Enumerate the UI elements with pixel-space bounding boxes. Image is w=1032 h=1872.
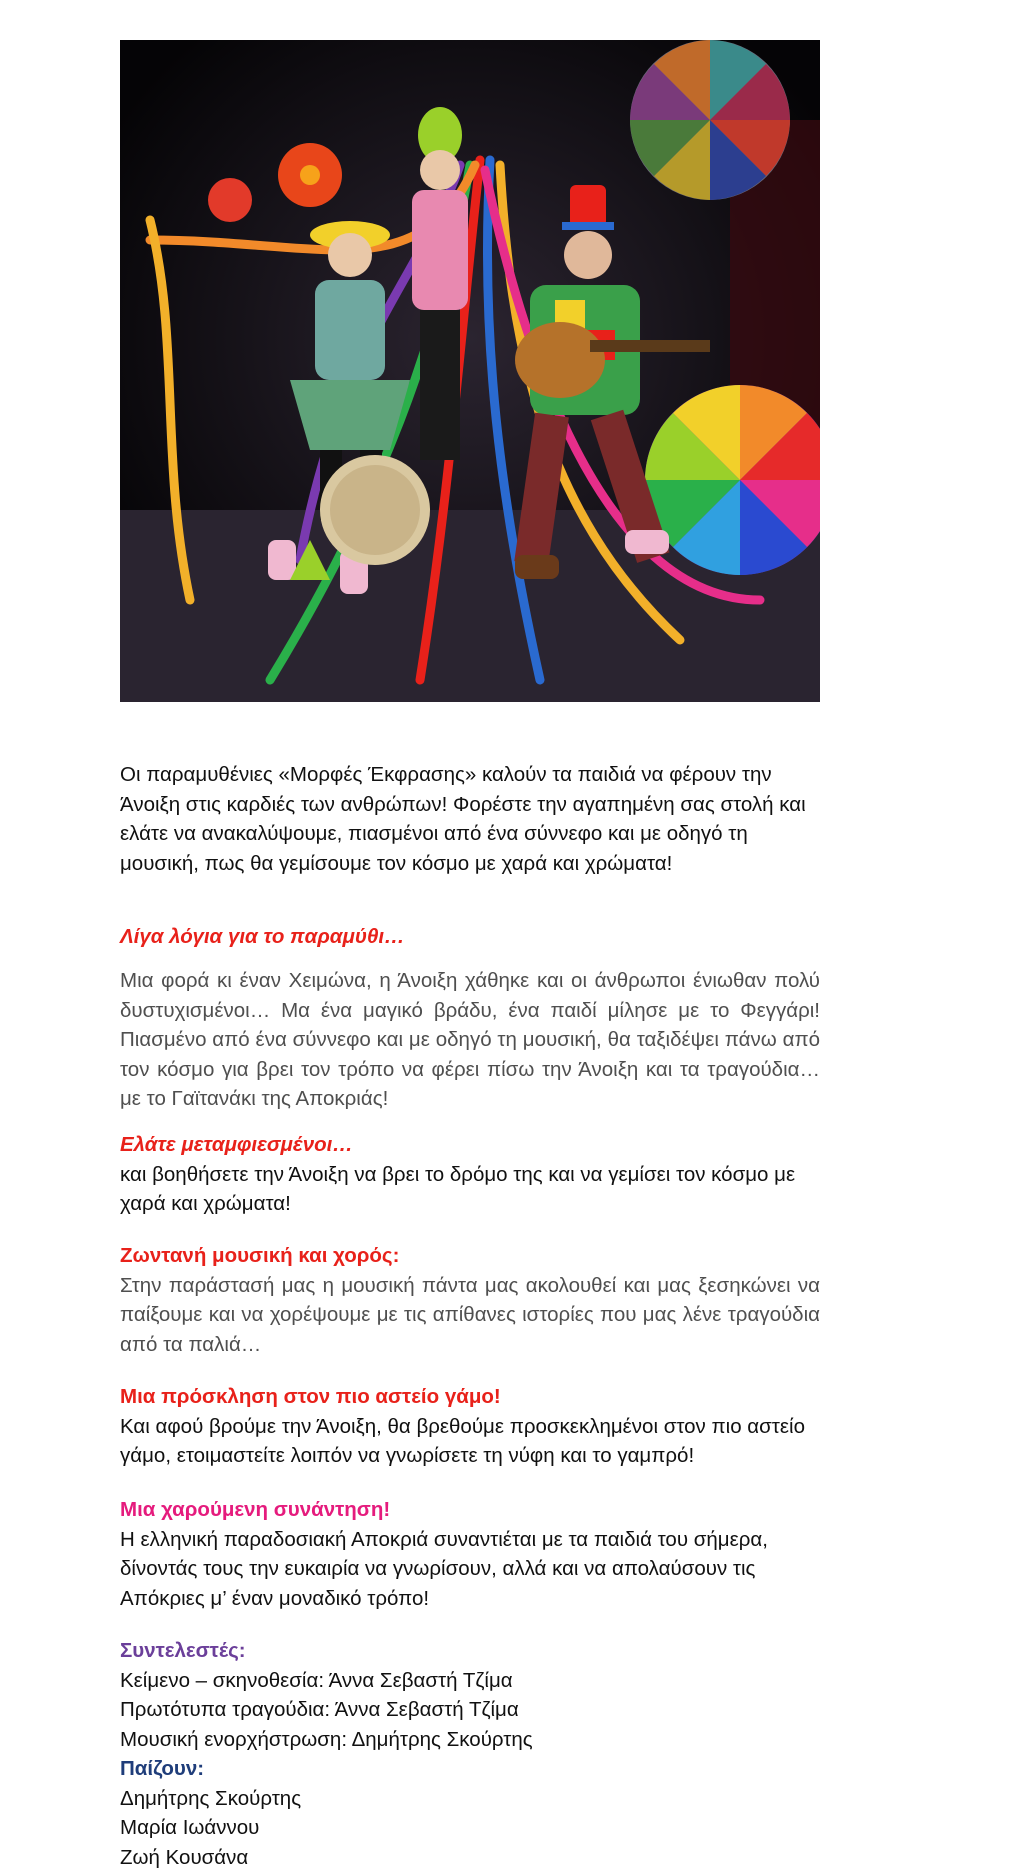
section-story-body (120, 966, 820, 1114)
section-body: Μια φορά κι έναν Χειμώνα, η Άνοιξη χάθηκε και οι άνθρωποι ένιωθαν πολύ δυστυχισμένοι… Μα ένα μαγικό βράδυ, ένα παιδί μίλησε με το Φεγγάρι! Πιασμένο από ένα σύννεφο και με οδηγό τη μουσική, θα ταξιδέψει πάνω από τον κόσμο για βρει τον τρόπο να φέρει πίσω την Άνοιξη και τα τραγούδια… με το Γαϊτανάκι της Αποκριάς! (120, 969, 820, 1110)
intro-text: Οι παραμυθένιες «Μορφές Έκφρασης» καλούν τα παιδιά να φέρουν την Άνοιξη στις καρδιές των ανθρώπων! Φορέστε την αγαπημένη σας στολή και ελάτε να ανακαλύψουμε, πιασμένοι από ένα σύννεφο και με οδηγό τη μουσική, πως θα γεμίσουμε τον κόσμο με χαρά και χρώματα! (120, 763, 806, 875)
credits-block (120, 1636, 820, 1872)
credit-line: Κείμενο – σκηνοθεσία: Άννα Σεβαστή Τζίμα (120, 1668, 513, 1692)
credit-line: Πρωτότυπα τραγούδια: Άννα Σεβαστή Τζίμα (120, 1698, 519, 1721)
section-music (120, 1241, 820, 1359)
section-body: Η ελληνική παραδοσιακή Αποκριά συναντιέται με τα παιδιά του σήμερα, δίνοντάς τους την ευκαιρία να γνωρίσουν, αλλά και να απολαύσουν τις Απόκριες μ’ έναν μοναδικό τρόπο! (120, 1527, 768, 1610)
section-story (120, 922, 820, 952)
section-body: Στην παράστασή μας η μουσική πάντα μας ακολουθεί και μας ξεσηκώνει να παίξουμε και να χορέψουμε με τις απίθανες ιστορίες που μας λένε τραγούδια από τα παλιά… (120, 1273, 820, 1356)
section-wedding (120, 1382, 820, 1471)
cast-member: Ζωή Κουσάνα (120, 1845, 249, 1869)
section-heading: Μια πρόσκληση στον πιο αστείο γάμο! (120, 1385, 501, 1408)
cast-heading: Παίζουν: (120, 1757, 205, 1780)
section-heading: Μια χαρούμενη συνάντηση! (120, 1498, 391, 1521)
section-costumes (120, 1130, 820, 1219)
theatre-photo (120, 40, 820, 702)
section-meeting (120, 1495, 820, 1613)
credit-line: Μουσική ενορχήστρωση: Δημήτρης Σκούρτης (120, 1727, 533, 1751)
section-heading: Λίγα λόγια για το παραμύθι… (120, 925, 405, 948)
section-heading: Ελάτε μεταμφιεσμένοι… (120, 1133, 353, 1156)
section-heading: Ζωντανή μουσική και χορός: (120, 1244, 400, 1267)
section-body: και βοηθήσετε την Άνοιξη να βρει το δρόμο της και να γεμίσει τον κόσμο με χαρά και χρώματα! (120, 1162, 796, 1215)
credits-heading: Συντελεστές: (120, 1639, 246, 1662)
theatre-photo-illustration (120, 40, 820, 702)
cast-member: Μαρία Ιωάννου (120, 1816, 260, 1839)
section-body: Και αφού βρούμε την Άνοιξη, θα βρεθούμε προσκεκλημένοι στον πιο αστείο γάμο, ετοιμαστείτε λοιπόν να γνωρίσετε τη νύφη και το γαμπρό! (120, 1414, 805, 1467)
intro-paragraph (120, 760, 820, 878)
cast-member: Δημήτρης Σκούρτης (120, 1786, 302, 1810)
